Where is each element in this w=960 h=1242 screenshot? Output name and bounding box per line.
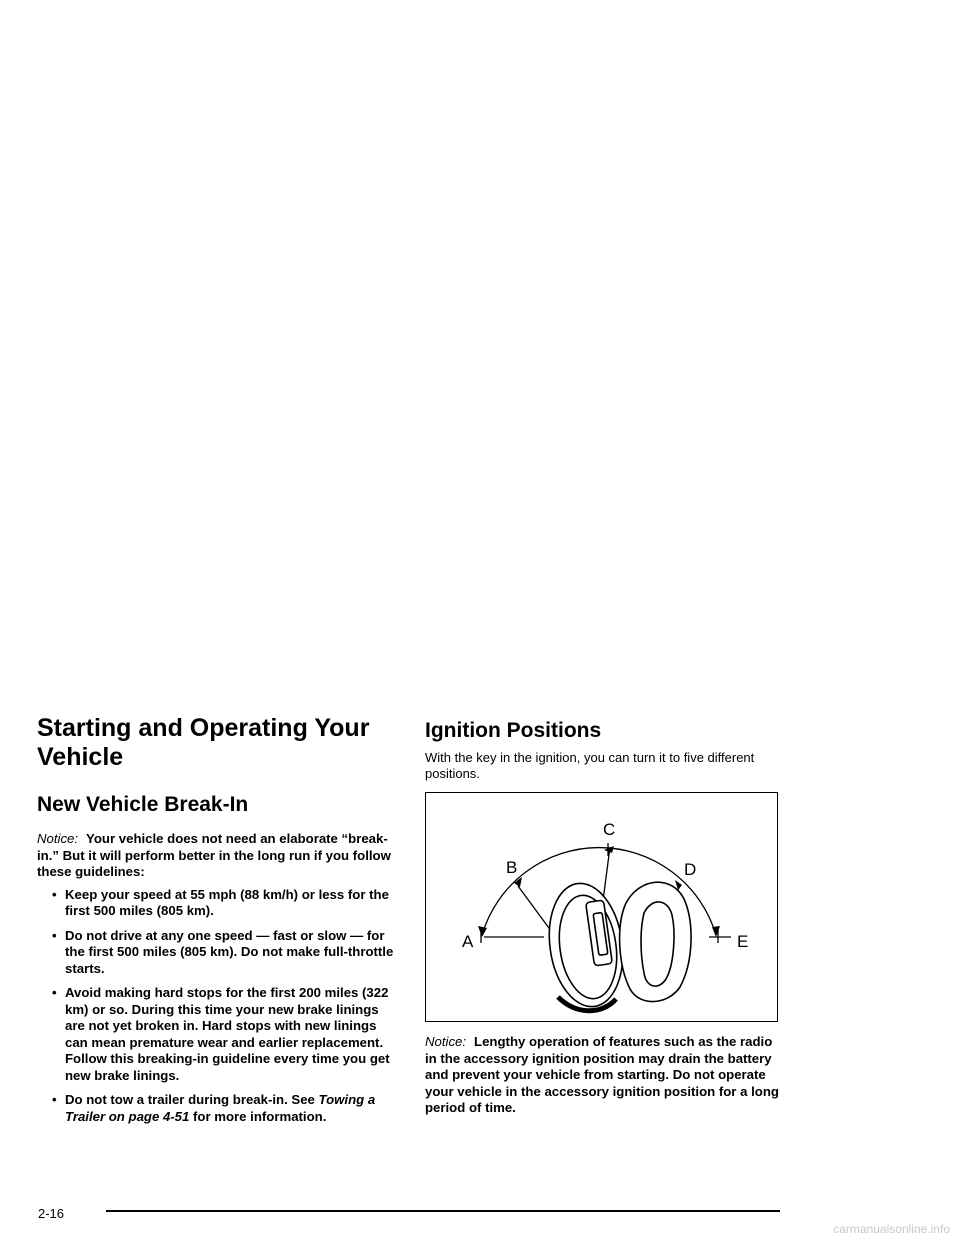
page-number: 2-16 — [38, 1206, 65, 1221]
position-label-e: E — [737, 932, 749, 951]
key-slot — [641, 902, 674, 986]
notice-label: Notice: — [37, 831, 79, 846]
position-label-c: C — [603, 820, 616, 839]
list-item: • Do not drive at any one speed — fast or slow — for the first 500 miles (805 km). Do not make full-throttle starts. — [52, 927, 394, 976]
position-label-b: B — [506, 858, 518, 877]
left-column — [37, 714, 399, 1133]
ignition-diagram-svg — [426, 793, 776, 1020]
list-item: • Keep your speed at 55 mph (88 km/h) or less for the first 500 miles (805 km). — [52, 886, 389, 918]
watermark: carmanualsonline.info — [833, 1222, 950, 1236]
list-item: • Do not tow a trailer during break-in. See Towing a Trailer on page 4-51 for more information. — [52, 1092, 376, 1124]
break-in-notice — [37, 831, 399, 881]
bullet-icon: • — [52, 985, 57, 1000]
arrow-a-icon — [478, 926, 487, 937]
footer-rule — [106, 1210, 780, 1212]
towing-trailer-link[interactable]: Towing a Trailer on page 4-51 — [65, 1092, 376, 1124]
notice-text: Your vehicle does not need an elaborate “break-in.” But it will perform better in the long run if you follow these guidelines: — [37, 831, 391, 879]
ignition-notice — [425, 1034, 785, 1117]
right-column — [425, 718, 785, 1117]
guidelines-list — [37, 887, 399, 1126]
ignition-intro: With the key in the ignition, you can turn it to five different positions. — [425, 750, 755, 781]
bullet-icon: • — [52, 886, 57, 902]
notice-label: Notice: — [425, 1034, 467, 1049]
section-title-line2: Vehicle — [37, 743, 124, 771]
ignition-title: Ignition Positions — [425, 719, 602, 742]
section-title-line1: Starting and Operating Your — [37, 714, 370, 742]
notice-text: Lengthy operation of features such as the radio in the accessory ignition position may drain the battery and prevent your vehicle from starting. Do not operate your vehicle in the accessory ignition position for a long period of time. — [425, 1034, 779, 1115]
arrow-e-icon — [712, 926, 720, 937]
position-label-d: D — [684, 860, 697, 879]
section-title — [37, 714, 399, 772]
bullet-icon: • — [52, 1092, 57, 1107]
subsection-title: New Vehicle Break-In — [37, 793, 249, 816]
list-item: • Avoid making hard stops for the first 200 miles (322 km) or so. During this time your new brake linings are not yet broken in. Hard stops with new linings can mean premature wear and earlier replacement. Follow this breaking-in guideline every time you get new brake linings. — [52, 985, 390, 1083]
bullet-icon: • — [52, 927, 57, 943]
ignition-diagram — [425, 792, 778, 1022]
position-label-a: A — [462, 932, 474, 951]
